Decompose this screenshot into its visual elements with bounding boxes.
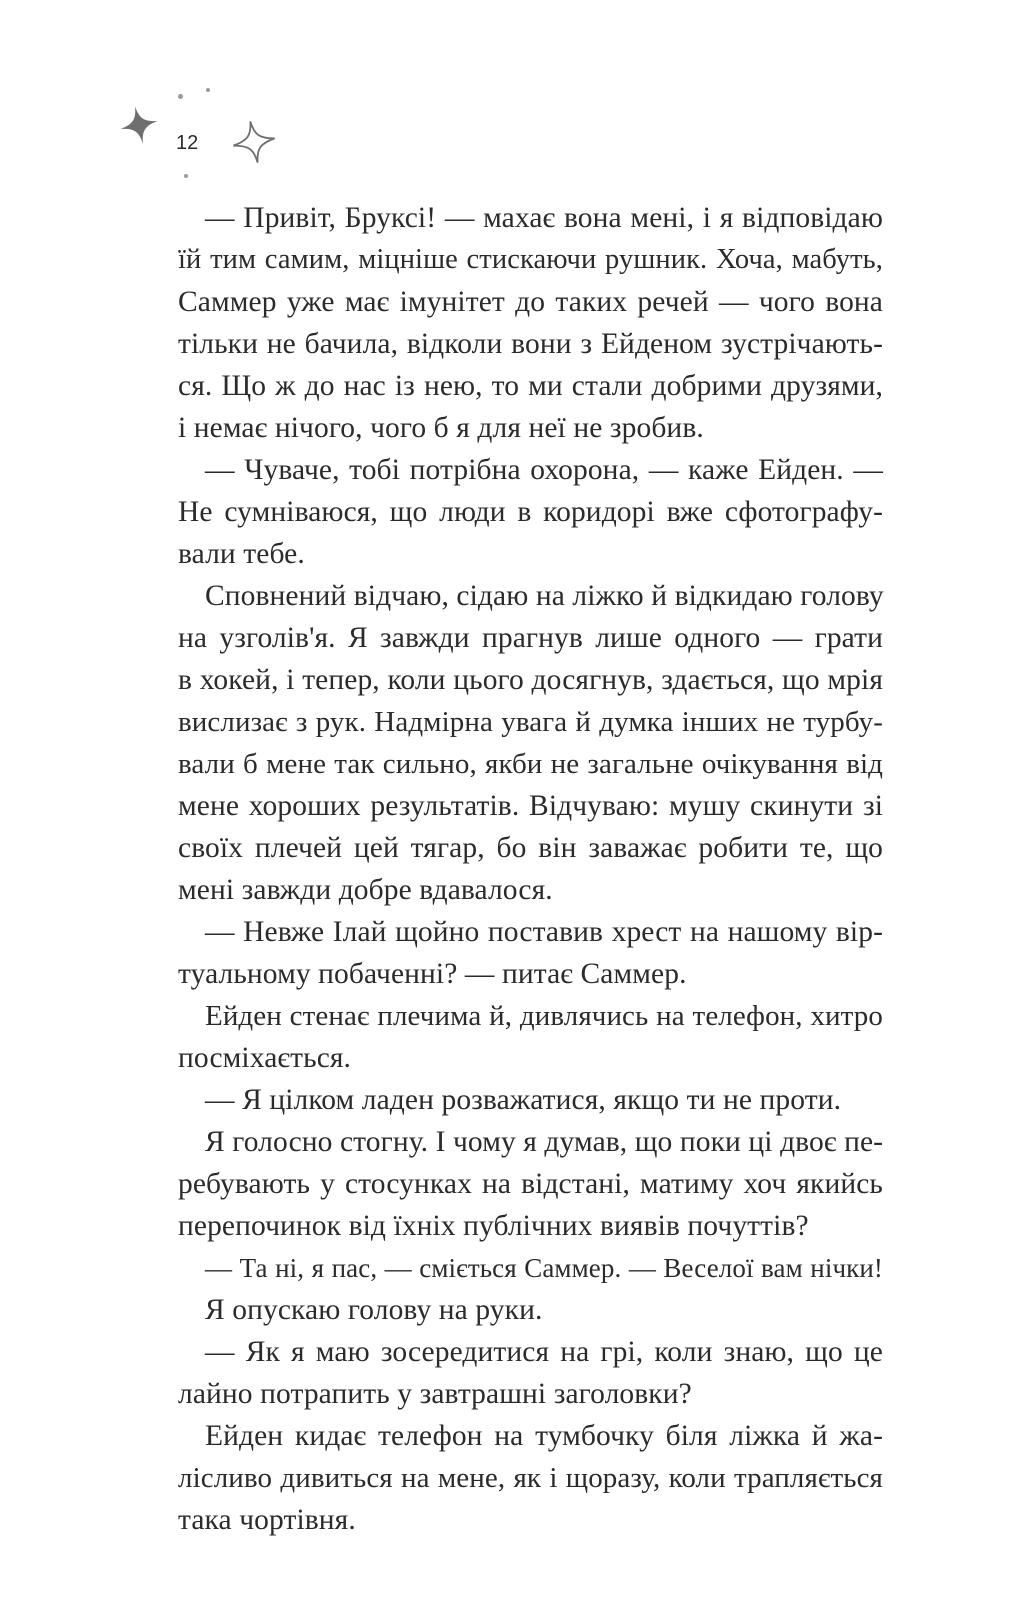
page-number: 12 [176,132,199,154]
text-line: — Привіт, Бруксі! — махає вона мені, і я відповідаю [205,202,883,234]
page-header [110,80,310,190]
text-line: лісливо дивиться на мене, як і щоразу, коли трапляється [178,1462,883,1494]
text-line: така чортівня. [178,1504,356,1536]
text-line: Я голосно стогну. І чому я думав, що поки ці двоє пе- [205,1126,884,1158]
text-line: лайно потрапить у завтрашні заголовки? [178,1378,692,1410]
text-line: вали тебе. [178,538,305,570]
text-line: мені завжди добре вдавалося. [178,874,553,906]
text-line: ся. Що ж до нас із нею, то ми стали добрими друзями, [178,370,883,402]
text-line: тільки не бачила, відколи вони з Ейденом зустрічають- [178,328,883,360]
text-line: і немає нічого, чого б я для неї не зробив. [178,412,704,444]
text-line: — Чуваче, тобі потрібна охорона, — каже Ейден. — [205,454,883,486]
sparkle-dot-icon [184,174,188,178]
text-line: — Я цілком ладен розважатися, якщо ти не проти. [205,1084,842,1116]
text-line: їй тим самим, міцніше стискаючи рушник. Хоча, мабуть, [178,244,883,275]
text-line: — Та ні, я пас, — сміється Саммер. — Веселої вам нічки! [205,1253,883,1283]
text-line: туальному побаченні? — питає Саммер. [178,958,687,990]
text-line: вали б мене так сильно, якби не загальне очікування від [178,748,883,780]
four-point-star-solid-icon [118,104,160,146]
text-line: Ейден стенає плечима й, дивлячись на телефон, хитро [205,1000,883,1032]
text-line: ребувають у стосунках на відстані, матиму хоч якийсь [178,1168,883,1200]
body-text [178,197,883,1541]
text-line: мене хороших результатів. Відчуваю: мушу скинути зі [178,790,883,822]
text-line: на узголів'я. Я завжди прагнув лише одного — грати [178,622,883,654]
text-line: в хокей, і тепер, коли цього досягнув, здається, що мрія [178,664,883,696]
text-line: — Невже Ілай щойно поставив хрест на нашому вір- [205,916,883,948]
text-line: перепочинок від їхніх публічних виявів почуттів? [178,1210,809,1242]
text-line: Не сумніваюся, що люди в коридорі вже сфотографу- [178,496,883,528]
text-line: вислизає з рук. Надмірна увага й думка інших не турбу- [178,706,883,738]
text-line: своїх плечей цей тягар, бо він заважає робити те, що [178,832,883,864]
text-line: — Як я маю зосередитися на грі, коли знаю, що це [205,1336,883,1368]
text-line: Сповнений відчаю, сідаю на ліжко й відкидаю голову [205,580,884,612]
sparkle-dot-icon [178,94,183,99]
text-line: Саммер уже має імунітет до таких речей — чого вона [178,286,883,318]
text-line: посміхається. [178,1042,352,1074]
text-line: Ейден кидає телефон на тумбочку біля ліжка й жа- [205,1420,883,1452]
four-point-star-outline-icon [230,118,278,166]
sparkle-dot-icon [206,88,210,92]
text-line: Я опускаю голову на руки. [205,1294,543,1326]
